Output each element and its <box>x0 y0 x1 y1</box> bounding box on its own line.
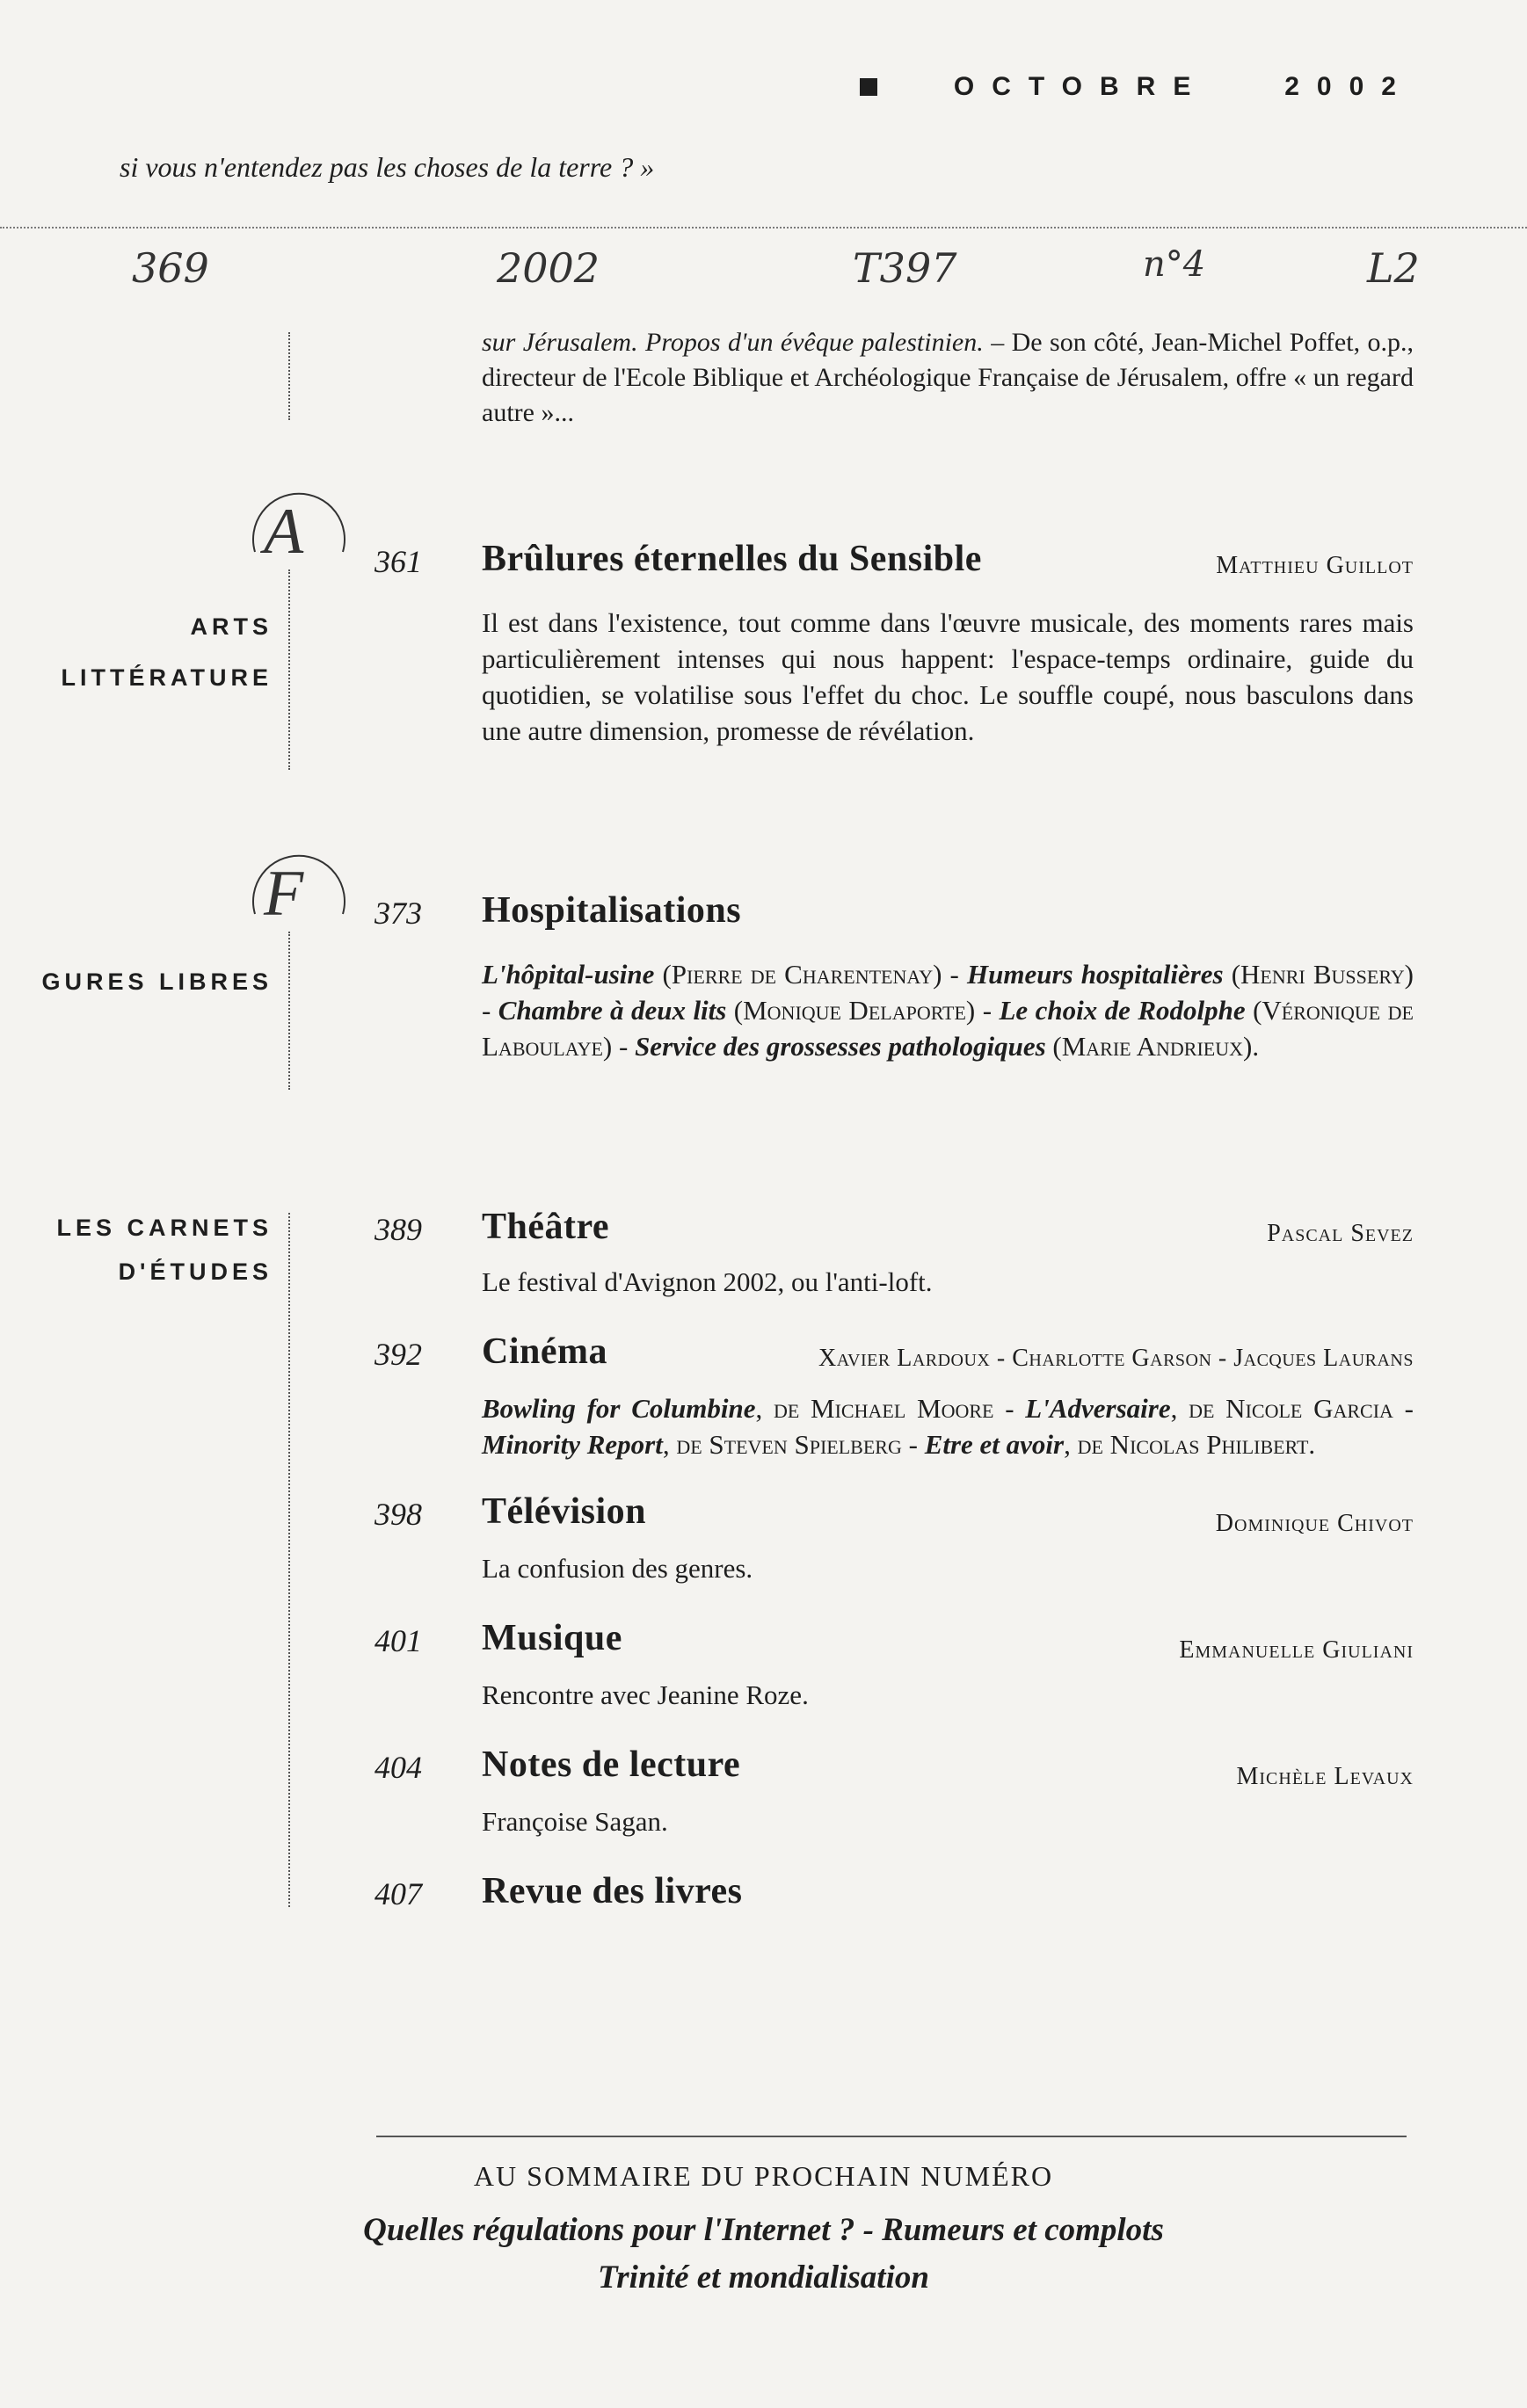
article-title: Notes de lecture <box>482 1744 741 1785</box>
article-summary: Le festival d'Avignon 2002, ou l'anti-loft. <box>482 1266 933 1297</box>
page-number: 392 <box>374 1337 422 1372</box>
page-number: 361 <box>374 544 422 579</box>
article-title: Hospitalisations <box>482 890 742 931</box>
article-author: Matthieu Guillot <box>1216 552 1414 579</box>
article-title: Revue des livres <box>482 1871 743 1911</box>
article-list <box>482 956 1414 1064</box>
page-number: 401 <box>374 1623 422 1658</box>
dotted-divider <box>0 227 1527 228</box>
article-summary: Françoise Sagan. <box>482 1806 668 1837</box>
section-separator <box>288 932 290 1090</box>
item-title: Le choix de Rodolphe <box>999 995 1246 1026</box>
item-author: (Véronique de Laboulaye) - <box>482 995 1414 1062</box>
page-number: 407 <box>374 1876 422 1911</box>
section-label: LES CARNETS <box>56 1215 273 1241</box>
issue-month: OCTOBRE <box>953 72 1209 101</box>
page-number: 373 <box>374 896 422 931</box>
section-label: D'ÉTUDES <box>118 1258 273 1285</box>
article-author: Michèle Levaux <box>1236 1763 1414 1790</box>
issue-year: 2002 <box>1284 72 1414 101</box>
section-label: GURES LIBRES <box>41 968 273 995</box>
item-author: (Monique Delaporte) - <box>726 995 1000 1026</box>
section-separator <box>288 332 290 420</box>
next-issue-topics: Quelles régulations pour l'Internet ? - Rumeurs et complots <box>363 2212 1164 2248</box>
film-list <box>482 1390 1414 1462</box>
film-title: Etre et avoir <box>924 1429 1065 1460</box>
handwritten-note: 2002 <box>497 244 600 292</box>
section-badge-figures <box>246 844 334 932</box>
continuation-text <box>482 325 1414 431</box>
item-author: (Henri Bussery) - <box>482 959 1414 1026</box>
article-author: Dominique Chivot <box>1215 1510 1414 1537</box>
square-bullet-icon <box>860 78 877 96</box>
issue-line <box>860 72 1414 102</box>
article-title: Musique <box>482 1618 622 1658</box>
film-director: , de Nicole Garcia - <box>1170 1393 1414 1424</box>
article-title: Télévision <box>482 1491 647 1532</box>
handwritten-note: 369 <box>132 244 209 292</box>
section-separator <box>288 569 290 770</box>
next-issue-heading: AU SOMMAIRE DU PROCHAIN NUMÉRO <box>473 2160 1054 2192</box>
section-label: LITTÉRATURE <box>61 664 273 691</box>
item-author: (Pierre de Charentenay) - <box>654 959 967 990</box>
article-summary: Rencontre avec Jeanine Roze. <box>482 1679 809 1710</box>
film-title: L'Adversaire <box>1025 1393 1171 1424</box>
item-title: L'hôpital-usine <box>482 959 655 990</box>
handwritten-note: n°4 <box>1143 244 1206 285</box>
section-label: ARTS <box>190 613 273 640</box>
film-director: , de Steven Spielberg - <box>662 1429 925 1460</box>
footer-divider <box>376 2136 1407 2137</box>
section-letter: A <box>264 496 304 568</box>
article-summary: La confusion des genres. <box>482 1553 753 1584</box>
article-author: Pascal Sevez <box>1267 1220 1414 1247</box>
next-issue-topics: Trinité et mondialisation <box>598 2259 929 2296</box>
film-title: Minority Report <box>482 1429 663 1460</box>
article-title: Cinéma <box>482 1331 607 1372</box>
film-title: Bowling for Columbine <box>482 1393 756 1424</box>
article-author: Xavier Lardoux - Charlotte Garson - Jacques Laurans <box>818 1345 1414 1372</box>
item-title: Chambre à deux lits <box>498 995 727 1026</box>
item-title: Service des grossesses pathologiques <box>635 1031 1046 1062</box>
page-number: 398 <box>374 1497 422 1532</box>
page-number: 404 <box>374 1750 422 1785</box>
article-title: Brûlures éternelles du Sensible <box>482 539 982 579</box>
section-letter: F <box>264 858 304 930</box>
film-director: , de Michael Moore - <box>755 1393 1026 1424</box>
handwritten-note: L2 <box>1367 244 1420 292</box>
article-author: Emmanuelle Giuliani <box>1179 1636 1414 1664</box>
section-separator <box>288 1213 290 1907</box>
carried-over-quote: si vous n'entendez pas les choses de la terre ? » <box>120 151 655 183</box>
film-director: , de Nicolas Philibert. <box>1064 1429 1316 1460</box>
item-author: (Marie Andrieux). <box>1045 1031 1260 1062</box>
article-title: Théâtre <box>482 1207 610 1247</box>
continuation-prefix: sur Jérusalem. Propos d'un évêque palestinien. <box>482 328 984 357</box>
item-title: Humeurs hospitalières <box>966 959 1224 990</box>
handwritten-note: T397 <box>853 244 957 292</box>
section-badge-arts <box>246 482 334 569</box>
page-number: 389 <box>374 1212 422 1247</box>
article-summary: Il est dans l'existence, tout comme dans l'œuvre musicale, des moments rares mais particulièrement intenses qui nous happent: l'espace-temps ordinaire, guide du quotidien, se volatilise sous l'effet du choc. Le souffle coupé, nous basculons dans une autre dimension, promesse de révélation. <box>482 607 1414 746</box>
continuation-body: – De son côté, Jean-Michel Poffet, o.p., directeur de l'Ecole Biblique et Archéologique Française de Jérusalem, offre « un regard autre »... <box>482 328 1414 427</box>
